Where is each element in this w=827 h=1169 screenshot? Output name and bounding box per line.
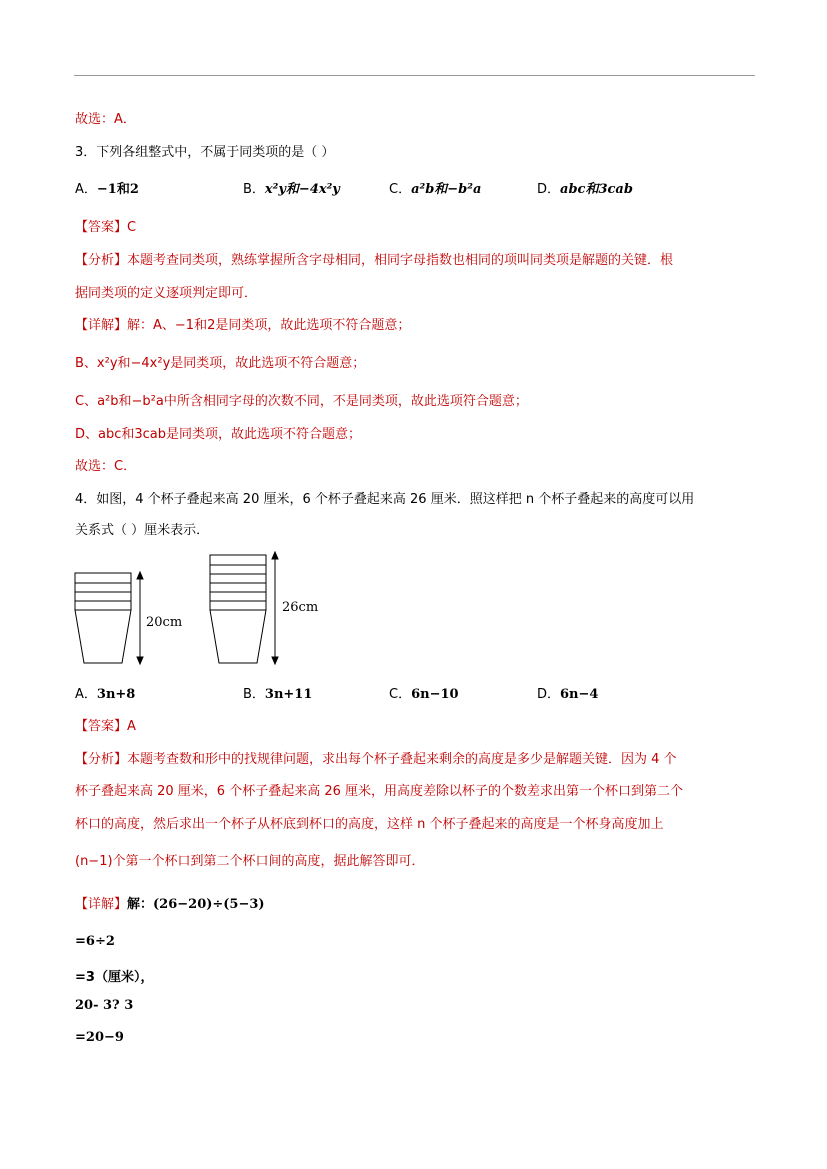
q4-detail-5: =20−9 xyxy=(75,1030,124,1045)
header-rule xyxy=(74,75,755,76)
q4-option-b xyxy=(243,683,312,702)
cup-stack-6 xyxy=(210,555,266,663)
q3-analysis-text-1: 本题考查同类项，熟练掌握所含字母相同，相同字母指数也相同的项叫同类项是解题的关键．根 xyxy=(127,253,674,268)
q4-analysis-line-2: 杯子叠起来高 20 厘米，6 个杯子叠起来高 26 厘米，用高度差除以杯子的个数差求出第一个杯口到第二个 xyxy=(75,784,684,799)
q4-detail-1-expr: 解：(26−20)÷(5−3) xyxy=(127,897,265,912)
height-arrow-right xyxy=(272,552,278,664)
q3-conclusion: 故选：C． xyxy=(75,459,137,474)
q3-detail-a xyxy=(75,314,410,333)
cup-stack-4 xyxy=(75,573,131,663)
q4-question-line-1: 4．如图，4 个杯子叠起来高 20 厘米，6 个杯子叠起来高 26 厘米．照这样把 n 个杯子叠起来的高度可以用 xyxy=(75,492,695,507)
q4-option-d xyxy=(537,683,598,702)
q4-answer-tag: 【答案】 xyxy=(75,719,128,734)
q4-option-a-letter: A． xyxy=(75,687,97,702)
q4-answer-value: A xyxy=(127,719,136,734)
height-label-left: 20cm xyxy=(146,615,183,630)
q3-option-d-letter: D． xyxy=(537,182,561,197)
q3-option-a-letter: A． xyxy=(75,182,97,197)
q4-option-d-letter: D． xyxy=(537,687,561,702)
q3-detail-tag: 【详解】 xyxy=(75,318,128,333)
q4-detail-2: =6÷2 xyxy=(75,934,115,949)
q3-analysis-line-1 xyxy=(75,249,673,268)
q3-option-d xyxy=(537,178,633,197)
q3-option-d-expr: abc和3cab xyxy=(560,182,633,197)
q4-option-a xyxy=(75,683,135,702)
q4-analysis-line-4: (n−1)个第一个杯口到第二个杯口间的高度，据此解答即可． xyxy=(75,854,425,869)
q3-answer-value: C xyxy=(127,220,137,235)
q3-option-b-expr: x²y和−4x²y xyxy=(264,182,340,197)
q3-analysis-tag: 【分析】 xyxy=(75,253,128,268)
q4-detail-3: =3（厘米）， xyxy=(75,970,154,985)
q3-detail-d: D、abc和3cab是同类项，故此选项不符合题意； xyxy=(75,427,362,442)
q3-option-c-letter: C． xyxy=(389,182,412,197)
q4-option-b-letter: B． xyxy=(243,687,265,702)
q3-analysis-line-2: 据同类项的定义逐项判定即可． xyxy=(75,286,258,301)
q3-answer-tag: 【答案】 xyxy=(75,220,128,235)
q4-analysis-line-1 xyxy=(75,748,677,767)
q3-question: 3．下列各组整式中，不属于同类项的是（ ） xyxy=(75,145,335,160)
q4-question-line-2: 关系式（ ）厘米表示． xyxy=(75,523,210,538)
q3-detail-c: C、a²b和−b²a中所含相同字母的次数不同，不是同类项，故此选项符合题意； xyxy=(75,394,528,409)
q3-detail-a-text: 解：A、−1和2是同类项，故此选项不符合题意； xyxy=(127,318,411,333)
q3-option-c xyxy=(389,178,481,197)
q4-detail-1 xyxy=(75,893,265,912)
q3-detail-b: B、x²y和−4x²y是同类项，故此选项不符合题意； xyxy=(75,356,366,371)
q3-option-b-letter: B． xyxy=(243,182,265,197)
q4-option-c xyxy=(389,683,459,702)
q4-detail-tag: 【详解】 xyxy=(75,897,128,912)
q3-option-a-expr: −1和2 xyxy=(96,182,139,197)
q4-option-b-expr: 3n+11 xyxy=(264,687,313,702)
height-label-right: 26cm xyxy=(282,600,319,615)
q4-detail-4: 20- 3? 3 xyxy=(75,998,134,1013)
height-arrow-left xyxy=(137,572,143,664)
q4-analysis-tag: 【分析】 xyxy=(75,752,128,767)
stacked-cups-figure xyxy=(70,548,330,670)
q4-answer xyxy=(75,715,136,734)
prev-conclusion: 故选：A． xyxy=(75,112,136,127)
q4-option-a-expr: 3n+8 xyxy=(96,687,136,702)
q3-answer xyxy=(75,216,136,235)
q4-option-c-expr: 6n−10 xyxy=(411,687,459,702)
q3-option-b xyxy=(243,178,340,197)
q4-option-c-letter: C． xyxy=(389,687,412,702)
q4-option-d-expr: 6n−4 xyxy=(560,687,599,702)
q4-analysis-text-1: 本题考查数和形中的找规律问题，求出每个杯子叠起来剩余的高度是多少是解题关键．因为 4 个 xyxy=(127,752,677,767)
q4-analysis-line-3: 杯口的高度，然后求出一个杯子从杯底到杯口的高度，这样 n 个杯子叠起来的高度是一个杯身高度加上 xyxy=(75,817,664,832)
q3-option-c-expr: a²b和−b²a xyxy=(411,182,482,197)
q3-option-a xyxy=(75,178,139,197)
